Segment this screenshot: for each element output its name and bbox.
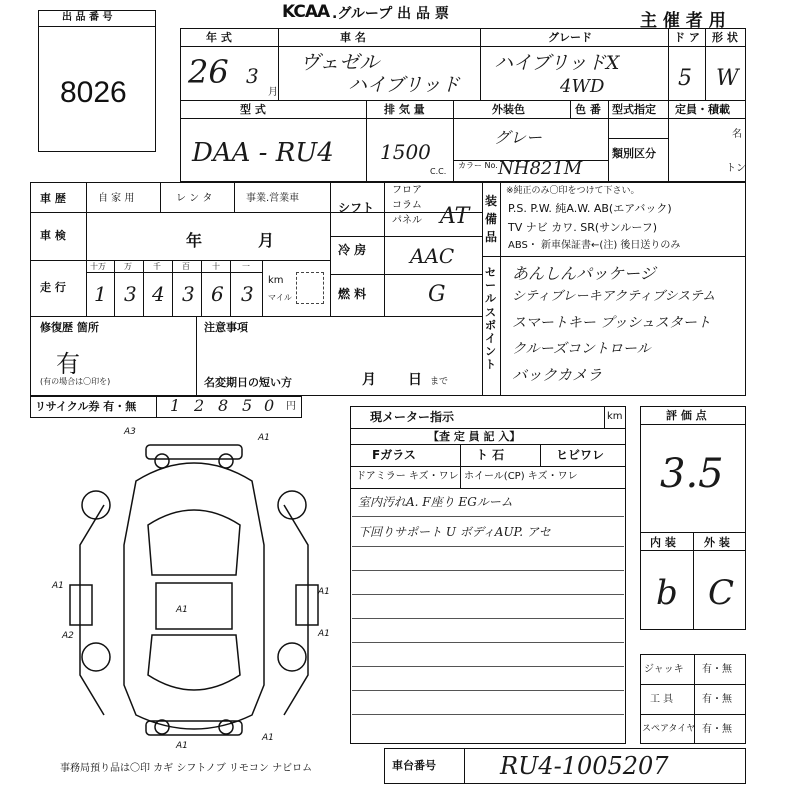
exterior-value: グレー (494, 128, 543, 147)
year-value: 26 (188, 53, 229, 91)
score-label: 評 価 点 (666, 409, 707, 422)
inspector-label: 【査 定 員 記 入】 (428, 430, 521, 443)
exterior-label: 外装色 (492, 103, 525, 116)
history-opt-rental[interactable]: レ ン タ (176, 193, 213, 204)
damage-mark: A1 (262, 733, 274, 743)
damage-mark: A2 (62, 631, 74, 641)
shift-panel[interactable]: パネル (392, 215, 422, 226)
ac-label: 冷 房 (338, 243, 367, 257)
shape-value: W (716, 66, 739, 91)
month-unit: 月 (268, 87, 278, 98)
score-value: 3.5 (660, 451, 724, 497)
colorcode-value: NH821M (498, 158, 583, 179)
type-label: 型 式 (240, 103, 266, 116)
bottom-note: 事務局預り品は〇印 カギ シフトノブ リモコン ナビロム (60, 763, 313, 774)
stone-label: ト 石 (476, 448, 505, 462)
chassis-label: 車台番号 (392, 759, 436, 772)
grade-value-1: ハイブリッドX (494, 52, 620, 74)
mile-checkbox[interactable] (296, 272, 324, 304)
wheel-label: ホイール(CP) キズ・ワレ (464, 471, 578, 482)
sheet-title: .グループ 出 品 票 (332, 6, 449, 22)
mileage-digit: 6 (211, 282, 224, 306)
tools-label: 工 具 (650, 694, 674, 705)
history-opt-private[interactable]: 自 家 用 (98, 193, 135, 204)
fuel-label: 燃 料 (338, 287, 367, 301)
damage-mark: A1 (176, 741, 188, 751)
model-label: 車 名 (340, 31, 366, 44)
digit-label-1k: 千 (153, 262, 161, 271)
damage-mark: A1 (52, 581, 64, 591)
equipment-label: 装 備 品 (485, 194, 498, 244)
history-label: 車 歴 (40, 192, 66, 205)
sales-point-item: シティブレーキアクティブシステム (512, 289, 716, 304)
colorcode-label: カラー No. (458, 161, 498, 170)
repair-note: (有の場合は〇印を) (40, 377, 111, 386)
exterior-score-value: C (708, 573, 735, 613)
mile-unit: マイル (268, 293, 292, 302)
digit-label-100k: 十万 (90, 262, 106, 271)
lot-label: 出 品 番 号 (62, 12, 113, 23)
deadline-day: 日 (408, 372, 422, 388)
digit-label-10k: 万 (124, 262, 132, 271)
repair-label: 修復歴 箇所 (40, 321, 99, 334)
mileage-digit: 4 (152, 282, 165, 306)
deadline-made: まで (430, 377, 449, 387)
model-value-2: ハイブリッド (348, 74, 460, 96)
tools-yn[interactable]: 有・無 (702, 694, 732, 705)
km-unit: km (268, 275, 284, 286)
interior-label: 内 装 (650, 536, 676, 549)
history-opt-business[interactable]: 事業.営業車 (246, 193, 300, 204)
mileage-digit: 1 (94, 282, 107, 306)
recycle-digit: 1 (170, 396, 181, 415)
displacement-value: 1500 (380, 140, 431, 164)
shift-column[interactable]: コラム (392, 200, 422, 211)
spare-label: スペアタイヤ (642, 724, 696, 734)
meter-label: 現メーター指示 (370, 410, 455, 424)
recycle-unit: 円 (286, 401, 296, 412)
meter-unit: km (607, 411, 623, 422)
damage-mark: A1 (318, 587, 330, 597)
lot-number: 8026 (60, 76, 127, 109)
repair-value: 有 (56, 350, 80, 378)
jack-yn[interactable]: 有・無 (702, 664, 732, 675)
inspector-note-2: 下回りサポート U ボディAUP. アセ (358, 525, 551, 539)
damage-mark: A3 (124, 427, 136, 437)
caution-label: 注意事項 (204, 321, 248, 334)
mileage-digit: 3 (241, 282, 254, 306)
mileage-digit: 3 (124, 282, 137, 306)
digit-label-1: 一 (242, 262, 250, 271)
inspection-year-unit: 年 (186, 231, 203, 250)
type-value: DAA - RU4 (192, 138, 334, 168)
brand-logo: KCAA (282, 2, 330, 22)
shift-value: AT (440, 204, 470, 229)
car-damage-diagram (40, 425, 350, 755)
sales-point-item: バックカメラ (512, 366, 603, 384)
mirror-label: ドアミラー キズ・ワレ (356, 471, 459, 482)
recycle-digit: 2 (194, 396, 205, 415)
spare-yn[interactable]: 有・無 (702, 724, 732, 735)
classification-label: 類別区分 (612, 147, 656, 160)
digit-label-10: 十 (212, 262, 220, 271)
inspection-month-unit: 月 (258, 231, 275, 250)
grade-label: グレード (548, 31, 592, 44)
deadline-month: 月 (362, 372, 376, 388)
equipment-note: ※純正のみ〇印をつけて下さい。 (506, 186, 640, 196)
inspector-note-1: 室内汚れA. F座り EGルーム (358, 495, 513, 509)
model-value-1: ヴェゼル (300, 50, 380, 74)
deadline-label: 名変期日の短い方 (204, 376, 292, 389)
recycle-label: リサイクル券 有・無 (35, 400, 137, 413)
equipment-row-3: ABS・ 新車保証書←(注) 後日送りのみ (508, 240, 681, 251)
mileage-digit: 3 (182, 282, 195, 306)
door-label: ド ア (674, 31, 700, 44)
jack-label: ジャッキ (644, 664, 684, 675)
sales-point-item: スマートキー プッシュスタート (512, 315, 711, 331)
shift-label: シフト (338, 201, 375, 215)
fglass-label: Fガラス (372, 448, 416, 462)
sales-point-item: あんしんパッケージ (512, 264, 656, 283)
year-label: 年 式 (206, 31, 232, 44)
equipment-row-2: TV ナビ カワ. SR(サンルーフ) (508, 221, 658, 234)
capacity-label: 定員・積載 (675, 103, 730, 116)
damage-mark: A1 (318, 629, 330, 639)
damage-mark: A1 (258, 433, 270, 443)
ac-value: AAC (410, 244, 455, 268)
shape-label: 形 状 (712, 31, 738, 44)
month-value: 3 (246, 64, 259, 88)
interior-value: b (656, 573, 678, 613)
organizer-label: 主 催 者 用 (640, 11, 726, 31)
mileage-label: 走 行 (40, 281, 66, 294)
sales-point-label: セールスポイント (485, 266, 496, 372)
inspection-label: 車 検 (40, 229, 66, 242)
displacement-label: 排 気 量 (384, 103, 425, 116)
designation-label: 型式指定 (612, 103, 656, 116)
equipment-row-1: P.S. P.W. 純A.W. AB(エアバック) (508, 202, 672, 215)
cc-unit: C.C. (430, 167, 447, 176)
door-value: 5 (678, 66, 692, 91)
fuel-value: G (428, 282, 446, 307)
digit-label-100: 百 (182, 262, 190, 271)
recycle-digit: 5 (242, 396, 253, 415)
capacity-unit-ton: トン (726, 163, 746, 174)
damage-mark: A1 (176, 605, 188, 615)
color-no-label: 色 番 (575, 103, 601, 116)
recycle-digit: 8 (218, 396, 229, 415)
sales-point-item: クルーズコントロール (512, 341, 651, 357)
crack-label: ヒビワレ (556, 448, 605, 462)
shift-floor[interactable]: フロア (392, 185, 422, 196)
grade-value-2: 4WD (560, 76, 605, 97)
recycle-digit: 0 (264, 396, 275, 415)
capacity-unit-mei: 名 (732, 129, 742, 140)
chassis-value: RU4-1005207 (500, 752, 669, 780)
exterior-score-label: 外 装 (704, 536, 730, 549)
